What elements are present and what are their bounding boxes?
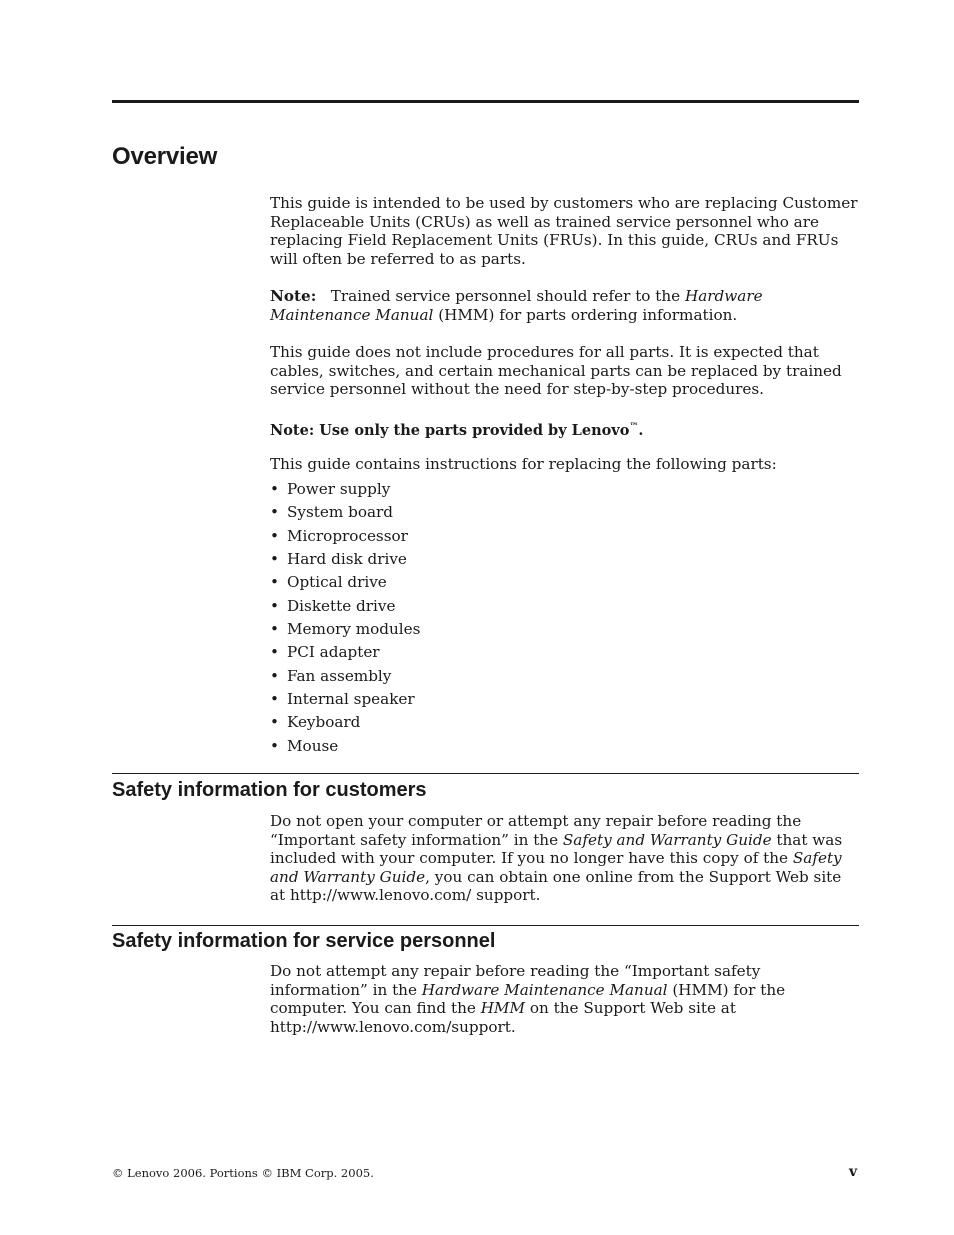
bullet-icon: •	[270, 666, 279, 685]
bullet-icon: •	[270, 526, 279, 545]
parts-intro: This guide contains instructions for replacing the following parts:	[270, 455, 777, 473]
note-hmm	[270, 287, 860, 324]
list-item	[270, 619, 420, 642]
personnel-paragraph	[270, 962, 860, 1036]
footer-copyright: © Lenovo 2006. Portions © IBM Corp. 2005.	[112, 1166, 374, 1180]
list-item-label: Diskette drive	[287, 596, 396, 615]
list-item	[270, 596, 420, 619]
hmm-title: Hardware Maintenance Manual	[270, 287, 763, 324]
bullet-icon: •	[270, 643, 279, 662]
personnel-text-2: (HMM) for the computer. You can find the	[270, 980, 786, 1018]
section-rule-customers	[112, 773, 859, 774]
section-rule-personnel	[112, 925, 859, 926]
procedures-paragraph: This guide does not include procedures for all parts. It is expected that cables, switches, and certain mechanical parts can be replaced by trained service personnel without the need for step-by-step procedures.	[270, 343, 842, 399]
note-label: Note:	[270, 287, 317, 305]
list-item	[270, 666, 420, 689]
list-item-label: Fan assembly	[287, 666, 392, 685]
intro-paragraph: This guide is intended to be used by customers who are replacing Customer Replaceable Units (CRUs) as well as trained service personnel who are replacing Field Replacement Units (FRUs). In this guide, CRUs and FRUs will often be referred to as parts.	[270, 194, 858, 268]
list-item-label: System board	[287, 503, 394, 522]
bullet-icon: •	[270, 480, 279, 498]
heading-customers: Safety information for customers	[112, 779, 427, 801]
list-item	[270, 479, 420, 502]
trademark-symbol: ™	[629, 422, 639, 432]
hmm-title-2: Hardware Maintenance Manual	[421, 980, 668, 999]
customers-text-3: , you can obtain one online from the Support Web site at http://www.lenovo.com/ support.	[270, 867, 842, 905]
list-item-label: Hard disk drive	[287, 550, 407, 569]
list-item	[270, 736, 420, 759]
list-item	[270, 689, 420, 712]
top-rule	[112, 100, 859, 103]
bullet-icon: •	[270, 620, 279, 639]
customers-text-2: that was included with your computer. If you no longer have this copy of the	[270, 830, 843, 868]
customers-text-1: Do not open your computer or attempt any repair before reading the “Important safety information” in the	[270, 812, 802, 849]
list-item	[270, 572, 420, 595]
bullet-icon: •	[270, 573, 279, 592]
note-post: (HMM) for parts ordering information.	[438, 305, 738, 324]
personnel-text-3: on the Support Web site at http://www.lenovo.com/support.	[270, 999, 736, 1036]
list-item	[270, 526, 420, 549]
list-item-label: PCI adapter	[287, 643, 380, 662]
bullet-icon: •	[270, 503, 279, 522]
list-item	[270, 549, 420, 572]
list-item-label: Internal speaker	[287, 690, 415, 709]
note-pre: Trained service personnel should refer to the	[330, 287, 681, 305]
note-lenovo-end: .	[638, 422, 644, 439]
list-item-label: Microprocessor	[287, 526, 408, 545]
list-item-label: Keyboard	[287, 713, 361, 732]
note-lenovo-text: Note: Use only the parts provided by Lenovo	[270, 422, 630, 439]
bullet-icon: •	[270, 690, 279, 709]
bullet-icon: •	[270, 713, 279, 732]
list-item	[270, 642, 420, 665]
bullet-icon: •	[270, 550, 279, 569]
list-item-label: Memory modules	[287, 620, 421, 639]
parts-list	[270, 479, 420, 759]
list-item	[270, 712, 420, 735]
bullet-icon: •	[270, 736, 279, 755]
page-title: Overview	[112, 143, 218, 170]
hmm-abbrev: HMM	[480, 999, 526, 1018]
safety-guide-title-2: Safety and Warranty Guide	[270, 849, 842, 886]
safety-guide-title-1: Safety and Warranty Guide	[562, 830, 772, 849]
personnel-text-1: Do not attempt any repair before reading the “Important safety information” in the	[270, 962, 761, 999]
list-item-label: Optical drive	[287, 573, 387, 592]
heading-personnel: Safety information for service personnel	[112, 930, 496, 952]
list-item-label: Power supply	[287, 480, 391, 498]
bullet-icon: •	[270, 596, 279, 615]
customers-paragraph	[270, 812, 860, 905]
list-item	[270, 502, 420, 525]
page-number: v	[849, 1164, 858, 1180]
note-lenovo-parts	[270, 418, 860, 441]
list-item-label: Mouse	[287, 736, 339, 755]
